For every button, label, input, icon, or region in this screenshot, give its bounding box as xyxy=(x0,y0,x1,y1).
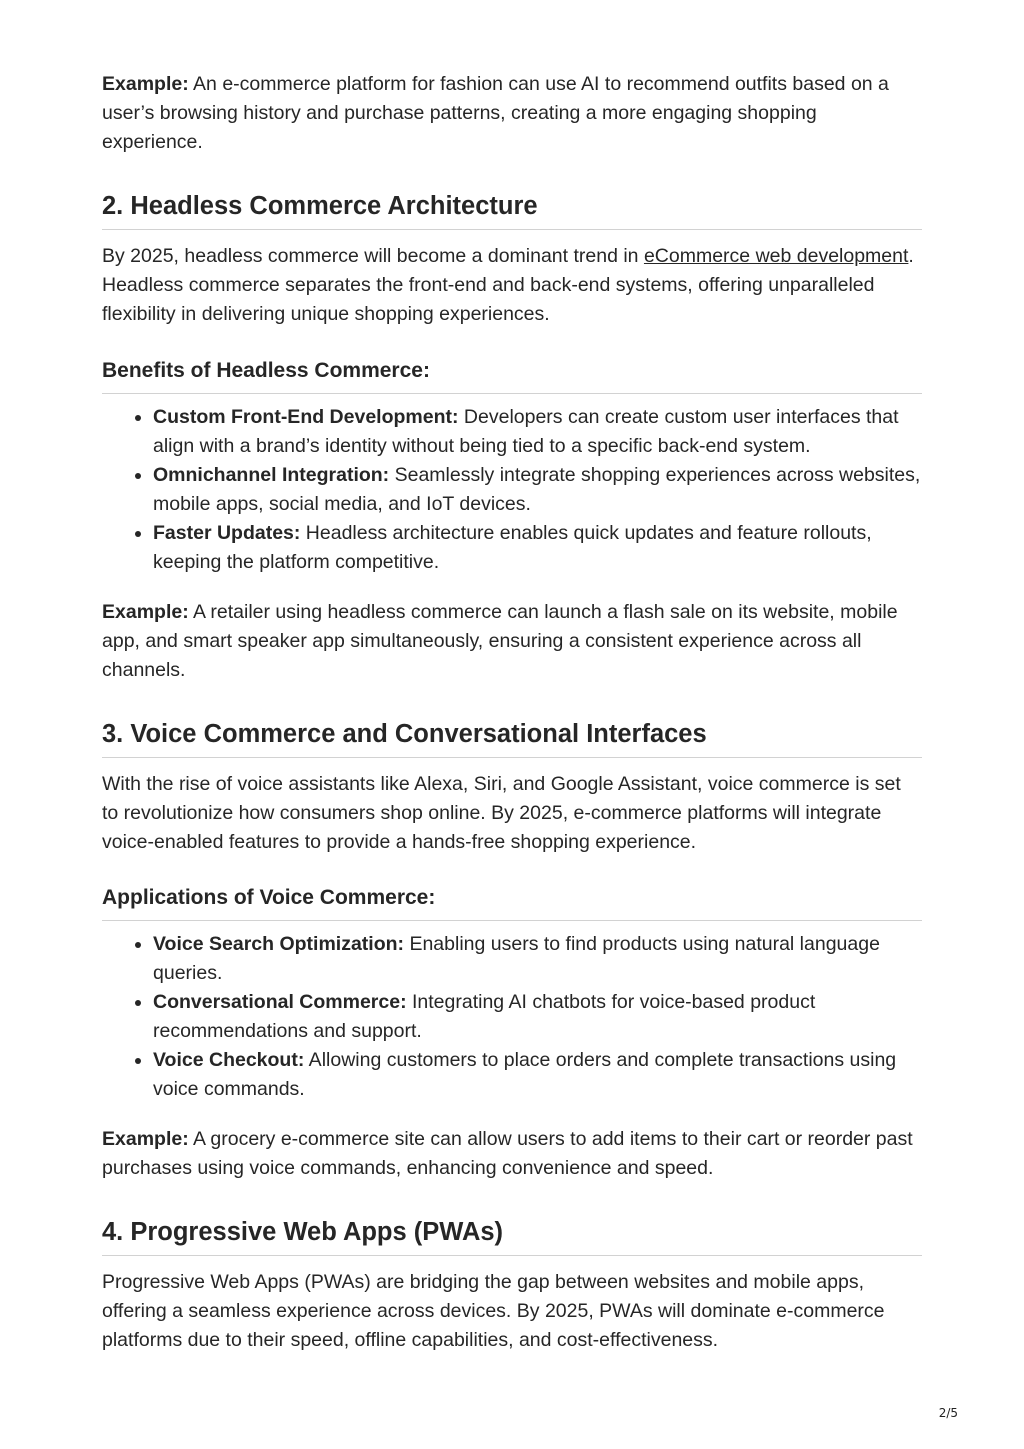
list-item-text: Enabling users to find products using natural language queries. xyxy=(153,933,880,984)
list-item-label: Faster Updates: xyxy=(153,522,301,544)
example-label: Example: xyxy=(102,1128,189,1150)
example-text: A retailer using headless commerce can launch a flash sale on its website, mobile app, and smart speaker app simultaneously, ensuring a consistent experience across all channels. xyxy=(102,601,898,681)
list-item-label: Conversational Commerce: xyxy=(153,991,407,1013)
page-number: 2/5 xyxy=(938,1406,958,1420)
headless-example-paragraph xyxy=(102,598,922,685)
list-item-label: Voice Checkout: xyxy=(153,1049,305,1071)
document-page xyxy=(102,70,922,1355)
pwa-intro-paragraph: Progressive Web Apps (PWAs) are bridging the gap between websites and mobile apps, offering a seamless experience across devices. By 2025, PWAs will dominate e-commerce platforms due to their speed, offline capabilities, and cost-effectiveness. xyxy=(102,1271,885,1351)
list-item-text: Integrating AI chatbots for voice-based product recommendations and support. xyxy=(153,991,816,1042)
section-heading-headless: 2. Headless Commerce Architecture xyxy=(102,189,922,230)
list-item xyxy=(153,988,922,1046)
benefits-list xyxy=(102,403,922,577)
section-heading-voice-commerce: 3. Voice Commerce and Conversational Interfaces xyxy=(102,717,922,758)
voice-example-paragraph xyxy=(102,1125,922,1183)
list-item xyxy=(153,930,922,988)
section-heading-pwa: 4. Progressive Web Apps (PWAs) xyxy=(102,1215,922,1256)
headless-intro-text: By 2025, headless commerce will become a dominant trend in xyxy=(102,245,644,267)
example-label: Example: xyxy=(102,601,189,623)
example-text: An e-commerce platform for fashion can use AI to recommend outfits based on a user’s browsing history and purchase patterns, creating a more engaging shopping experience. xyxy=(102,73,889,153)
example-text: A grocery e-commerce site can allow users to add items to their cart or reorder past purchases using voice commands, enhancing convenience and speed. xyxy=(102,1128,913,1179)
list-item-label: Omnichannel Integration: xyxy=(153,464,390,486)
list-item-label: Custom Front-End Development: xyxy=(153,406,459,428)
headless-intro-text-cont: . Headless commerce separates the front-end and back-end systems, offering unparalleled flexibility in delivering unique shopping experiences. xyxy=(102,245,914,325)
list-item-text: Developers can create custom user interfaces that align with a brand’s identity without being tied to a specific back-end system. xyxy=(153,406,899,457)
ecommerce-web-development-link[interactable]: eCommerce web development xyxy=(643,245,909,267)
intro-example-paragraph xyxy=(102,70,922,157)
headless-intro-paragraph xyxy=(102,242,922,329)
list-item xyxy=(153,461,922,519)
list-item-text: Seamlessly integrate shopping experiences across websites, mobile apps, social media, and IoT devices. xyxy=(153,464,921,515)
applications-list xyxy=(102,930,922,1104)
example-label: Example: xyxy=(102,73,189,95)
list-item-text: Headless architecture enables quick updates and feature rollouts, keeping the platform competitive. xyxy=(153,522,872,573)
list-item-text: Allowing customers to place orders and complete transactions using voice commands. xyxy=(153,1049,897,1100)
voice-intro-paragraph: With the rise of voice assistants like Alexa, Siri, and Google Assistant, voice commerce is set to revolutionize how consumers shop online. By 2025, e-commerce platforms will integrate voice-enabled features to provide a hands-free shopping experience. xyxy=(102,773,901,853)
subheading-applications: Applications of Voice Commerce: xyxy=(102,884,922,921)
list-item xyxy=(153,403,922,461)
list-item xyxy=(153,1046,922,1104)
list-item xyxy=(153,519,922,577)
subheading-benefits: Benefits of Headless Commerce: xyxy=(102,357,922,394)
list-item-label: Voice Search Optimization: xyxy=(153,933,405,955)
